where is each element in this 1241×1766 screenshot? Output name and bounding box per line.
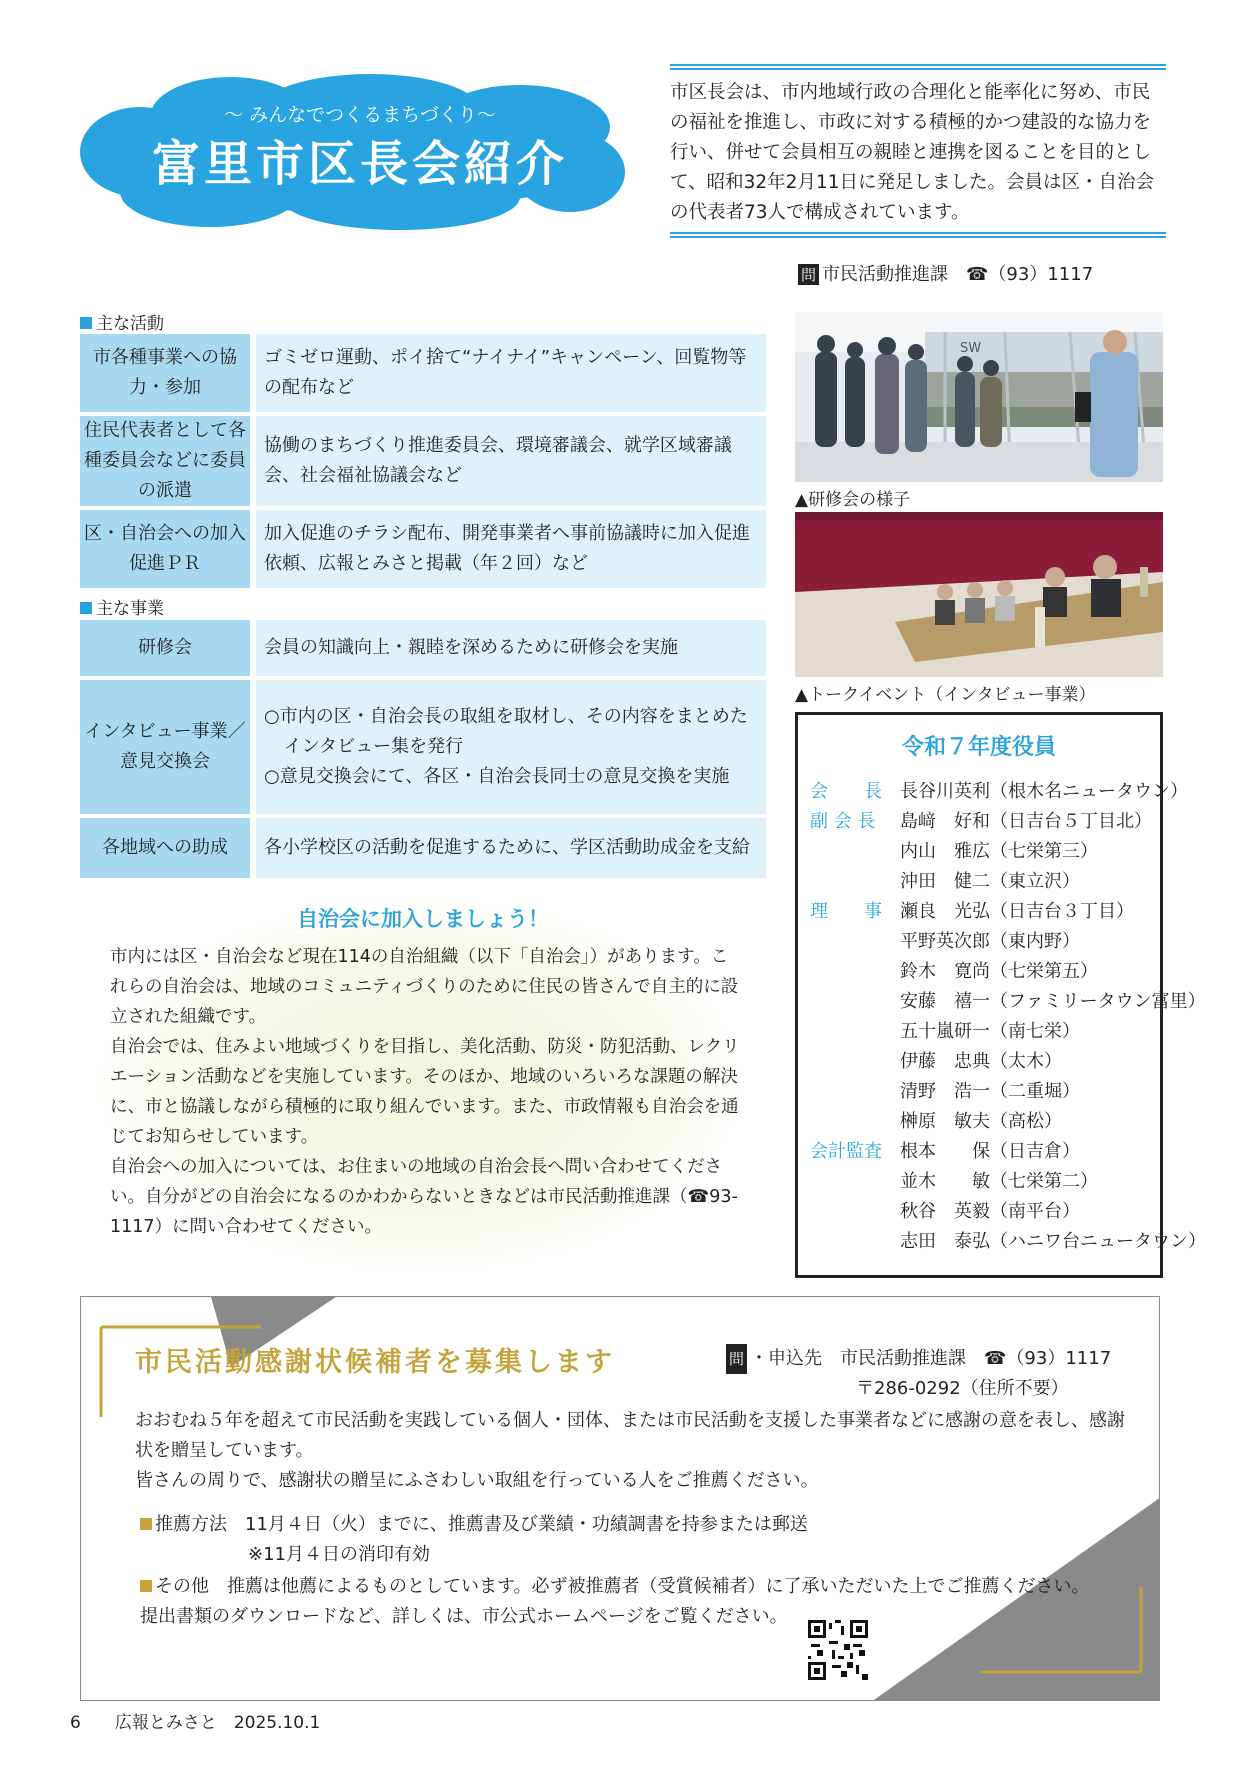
qr-code[interactable]	[806, 1618, 870, 1682]
officer-row: 副 会 長 島﨑 好和（日吉台５丁目北）	[810, 811, 1152, 832]
footer	[70, 1708, 320, 1733]
award-contact: 問 ・申込先 市民活動推進課 ☎（93）1117 〒286-0292（住所不要）	[726, 1344, 1111, 1404]
project-value: 会員の知識向上・親睦を深めるために研修会を実施	[256, 620, 766, 676]
talk-event-caption: ▲トークイベント（インタビュー事業）	[795, 685, 1096, 705]
officer-row: 秋谷 英毅（南平台）	[900, 1201, 1080, 1222]
award-other: その他 推薦は他薦によるものとしています。必ず被推薦者（受賞候補者）に了承いただいた上でご推薦ください。	[140, 1572, 1140, 1602]
award-title: 市民活動感謝状候補者を募集します	[135, 1347, 615, 1378]
officer-row: 榊原 敏夫（高松）	[900, 1111, 1062, 1132]
inquiry-icon: 問	[726, 1344, 747, 1374]
contact-dept: 市民活動推進課	[822, 264, 949, 285]
page-title: 富里市区長会紹介	[151, 136, 568, 192]
project-label: 各地域への助成	[80, 818, 250, 878]
projects-heading: 主な事業	[80, 594, 164, 619]
intro-text: 市区長会は、市内地域行政の合理化と能率化に努め、市民の福祉を推進し、市政に対する積極的かつ建設的な協力を行い、併せて会員相互の親睦と連携を図ることを目的として、昭和32年2月11日に発足しました。会員は区・自治会の代表者73人で構成されています。	[670, 82, 1154, 223]
activity-label: 住民代表者として各種委員会などに委員の派遣	[80, 416, 250, 506]
project-value: ○市内の区・自治会長の取組を取材し、その内容をまとめたインタビュー集を発行 ○意見交換会にて、各区・自治会長同士の意見交換を実施	[256, 680, 766, 814]
officer-row: 伊藤 忠典（太木）	[900, 1051, 1062, 1072]
activity-row	[80, 416, 766, 506]
officer-row: 志田 泰弘（ハニワ台ニュータウン）	[900, 1231, 1206, 1252]
activities-heading: 主な活動	[80, 309, 164, 334]
intro-bottom-rule	[670, 232, 1166, 238]
officer-row: 沖田 健二（東立沢）	[900, 871, 1080, 892]
officer-row: 平野英次郎（東内野）	[900, 931, 1080, 952]
activity-value: ゴミゼロ運動、ポイ捨て“ナイナイ”キャンペーン、回覧物等の配布など	[256, 334, 766, 412]
officer-row: 会計監査 根本 保（日吉倉）	[810, 1141, 1080, 1162]
join-paragraph: 自治会への加入については、お住まいの地域の自治会長へ問い合わせてください。自分がどの自治会になるのかわからないときなどは市民活動推進課（☎93-1117）に問い合わせてください。	[110, 1157, 738, 1237]
project-row	[80, 620, 766, 676]
award-other-2: 提出書類のダウンロードなど、詳しくは、市公式ホームページをご覧ください。	[140, 1606, 788, 1627]
join-paragraph: 市内には区・自治会など現在114の自治組織（以下「自治会」）があります。これらの自治会は、地域のコミュニティづくりのために住民の皆さんで自主的に設立された組織です。	[110, 947, 739, 1027]
join-paragraph: 自治会では、住みよい地域づくりを目指し、美化活動、防災・防犯活動、レクリエーション活動などを実施しています。そのほか、地域のいろいろな課題の解決に、市と協議しながら積極的に取り組んでいます。また、市政情報も自治会を通じてお知らせしています。	[110, 1037, 740, 1147]
svg-text:SW: SW	[960, 341, 982, 356]
officer-row: 清野 浩一（二重堀）	[900, 1081, 1080, 1102]
activity-row	[80, 334, 766, 412]
officer-row: 並木 敏（七栄第二）	[900, 1171, 1098, 1192]
officers-title: 令和７年度役員	[901, 735, 1056, 760]
training-caption: ▲研修会の様子	[795, 490, 911, 510]
project-label: インタビュー事業／意見交換会	[80, 680, 250, 814]
officer-row: 理 事 瀬良 光弘（日吉台３丁目）	[810, 901, 1134, 922]
page-number: 6	[70, 1713, 81, 1733]
training-photo	[795, 312, 1163, 482]
activity-row	[80, 510, 766, 588]
award-paragraph: おおむね５年を超えて市民活動を実践している個人・団体、または市民活動を支援した事業者などに感謝の意を表し、感謝状を贈呈しています。	[135, 1410, 1125, 1461]
talk-event-photo	[795, 512, 1163, 677]
inquiry-icon: 問	[798, 264, 819, 285]
intro-top-rule	[670, 64, 1166, 70]
contact-tel: ☎（93）1117	[966, 264, 1094, 285]
officer-row: 安藤 禧一（ファミリータウン富里）	[900, 991, 1206, 1012]
award-paragraph: 皆さんの周りで、感謝状の贈呈にふさわしい取組を行っている人をご推薦ください。	[135, 1470, 819, 1491]
intro-contact	[798, 260, 1093, 286]
officer-row: 内山 雅広（七栄第三）	[900, 841, 1098, 862]
activity-label: 区・自治会への加入促進ＰＲ	[80, 510, 250, 588]
officer-row: 鈴木 寛尚（七栄第五）	[900, 961, 1098, 982]
activity-label: 市各種事業への協力・参加	[80, 334, 250, 412]
join-title: 自治会に加入しましょう！	[297, 907, 549, 931]
project-row	[80, 818, 766, 878]
award-method-note: ※11月４日の消印有効	[248, 1544, 430, 1565]
activity-value: 加入促進のチラシ配布、開発事業者へ事前協議時に加入促進依頼、広報とみさと掲載（年２回）など	[256, 510, 766, 588]
award-method: 推薦方法 11月４日（火）までに、推薦書及び業績・功績調書を持参または郵送	[140, 1510, 1140, 1540]
officer-row: 会 長 長谷川英利（根木名ニュータウン）	[810, 781, 1188, 802]
publication-name: 広報とみさと 2025.10.1	[114, 1713, 321, 1733]
project-label: 研修会	[80, 620, 250, 676]
project-row	[80, 680, 766, 814]
header-subtitle: ～ みんなでつくるまちづくり～	[224, 104, 496, 126]
activity-value: 協働のまちづくり推進委員会、環境審議会、就学区域審議会、社会福祉協議会など	[256, 416, 766, 506]
officer-row: 五十嵐研一（南七栄）	[900, 1021, 1080, 1042]
project-value: 各小学校区の活動を促進するために、学区活動助成金を支給	[256, 818, 766, 878]
